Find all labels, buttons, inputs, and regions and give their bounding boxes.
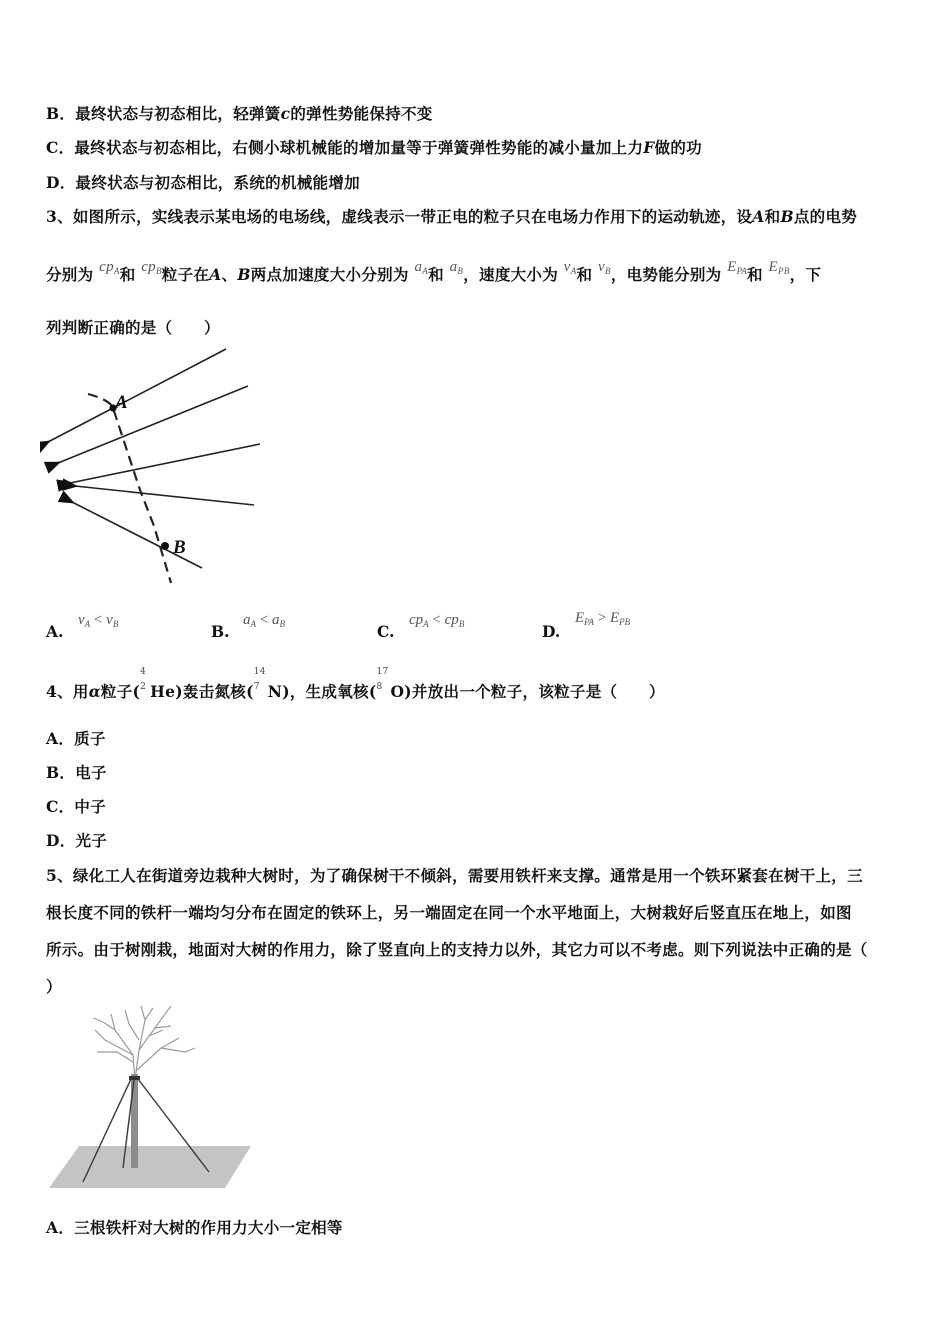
- helium-nuclide: 4 2: [140, 667, 147, 692]
- q3-stem-line1: 3、如图所示，实线表示某电场的电场线，虚线表示一带正电的粒子只在电场力作用下的运动轨迹，设A和B点的电势: [46, 207, 858, 226]
- q3-option-c-label[interactable]: C.: [377, 622, 395, 641]
- q3-option-a-formula: $v_A < v_B$: [78, 612, 119, 629]
- label-b: B: [173, 537, 186, 558]
- field-line-4: [75, 486, 254, 505]
- field-line-1: [48, 349, 226, 442]
- q4-stem: 4、用α粒子( 4 2 He)轰击氮核( 14 7 N)，生成氧核( 17 8 O)并放出一个粒子，该粒子是（ ）: [46, 667, 665, 701]
- oxygen-nuclide: 17 8: [376, 667, 389, 692]
- q4-option-c[interactable]: C．中子: [46, 797, 107, 816]
- q3-option-b-formula: $a_A < a_B$: [243, 612, 285, 629]
- q2-option-c: C．最终状态与初态相比，右侧小球机械能的增加量等于弹簧弹性势能的减小量加上力F做的功: [46, 138, 702, 157]
- q3-option-d-formula: $E_{PA} > E_{PB}$: [575, 610, 631, 627]
- velocity-b-symbol: $v_B$: [598, 259, 611, 276]
- q5-option-a[interactable]: A．三根铁杆对大树的作用力大小一定相等: [46, 1218, 343, 1237]
- q3-stem-line2: 分别为 $cp_A$和 $cp_B$粒子在A、B两点加速度大小分别为 $a_A$和 $a_B$，速度大小为 $v_A$和 $v_B$，电势能分别为 $E_{PA}$和 $E_{PB}$，下: [46, 259, 822, 284]
- tree-branches: [93, 1006, 195, 1080]
- q3-option-c-formula: $cp_A < cp_B$: [409, 612, 465, 629]
- q3-option-d-label[interactable]: D.: [542, 622, 561, 641]
- label-a: A: [115, 392, 128, 413]
- tree-support-figure: [45, 1000, 255, 1192]
- nitrogen-nuclide: 14 7: [253, 667, 266, 692]
- q3-option-b-label[interactable]: B.: [211, 622, 230, 641]
- q5-stem-line2: 根长度不同的铁杆一端均匀分布在固定的铁环上，另一端固定在同一个水平地面上，大树栽好后竖直压在地上，如图: [46, 903, 852, 922]
- field-line-2: [58, 386, 248, 463]
- phi-b-symbol: $cp_B$: [141, 259, 162, 276]
- ground-plane: [49, 1146, 251, 1188]
- point-b: [161, 542, 169, 550]
- field-line-5: [72, 502, 202, 568]
- q3-stem-line3: 列判断正确的是（ ）: [46, 318, 220, 337]
- tree-trunk: [131, 1074, 138, 1168]
- q3-option-a-label[interactable]: A.: [46, 622, 64, 641]
- energy-b-symbol: $E_{PB}$: [768, 259, 790, 276]
- accel-a-symbol: $a_A$: [414, 259, 429, 276]
- phi-a-symbol: $cp_A$: [99, 259, 120, 276]
- q2-option-b: B．最终状态与初态相比，轻弹簧c的弹性势能保持不变: [46, 104, 433, 123]
- field-line-3: [70, 444, 260, 483]
- q5-stem-line3: 所示。由于树刚栽，地面对大树的作用力，除了竖直向上的支持力以外，其它力可以不考虑。则下列说法中正确的是（: [46, 940, 868, 959]
- q4-option-b[interactable]: B．电子: [46, 763, 107, 782]
- accel-b-symbol: $a_B$: [449, 259, 464, 276]
- q4-option-d[interactable]: D．光子: [46, 831, 108, 850]
- q5-stem-line1: 5、绿化工人在街道旁边栽种大树时，为了确保树干不倾斜，需要用铁杆来支撑。通常是用一个铁环紧套在树干上，三: [46, 866, 863, 885]
- electric-field-figure: [40, 340, 270, 590]
- q2-option-d: D．最终状态与初态相比，系统的机械能增加: [46, 173, 360, 192]
- velocity-a-symbol: $v_A$: [563, 259, 577, 276]
- q4-option-a[interactable]: A．质子: [46, 729, 106, 748]
- energy-a-symbol: $E_{PA}$: [727, 259, 748, 276]
- q5-stem-line4: ）: [46, 977, 62, 996]
